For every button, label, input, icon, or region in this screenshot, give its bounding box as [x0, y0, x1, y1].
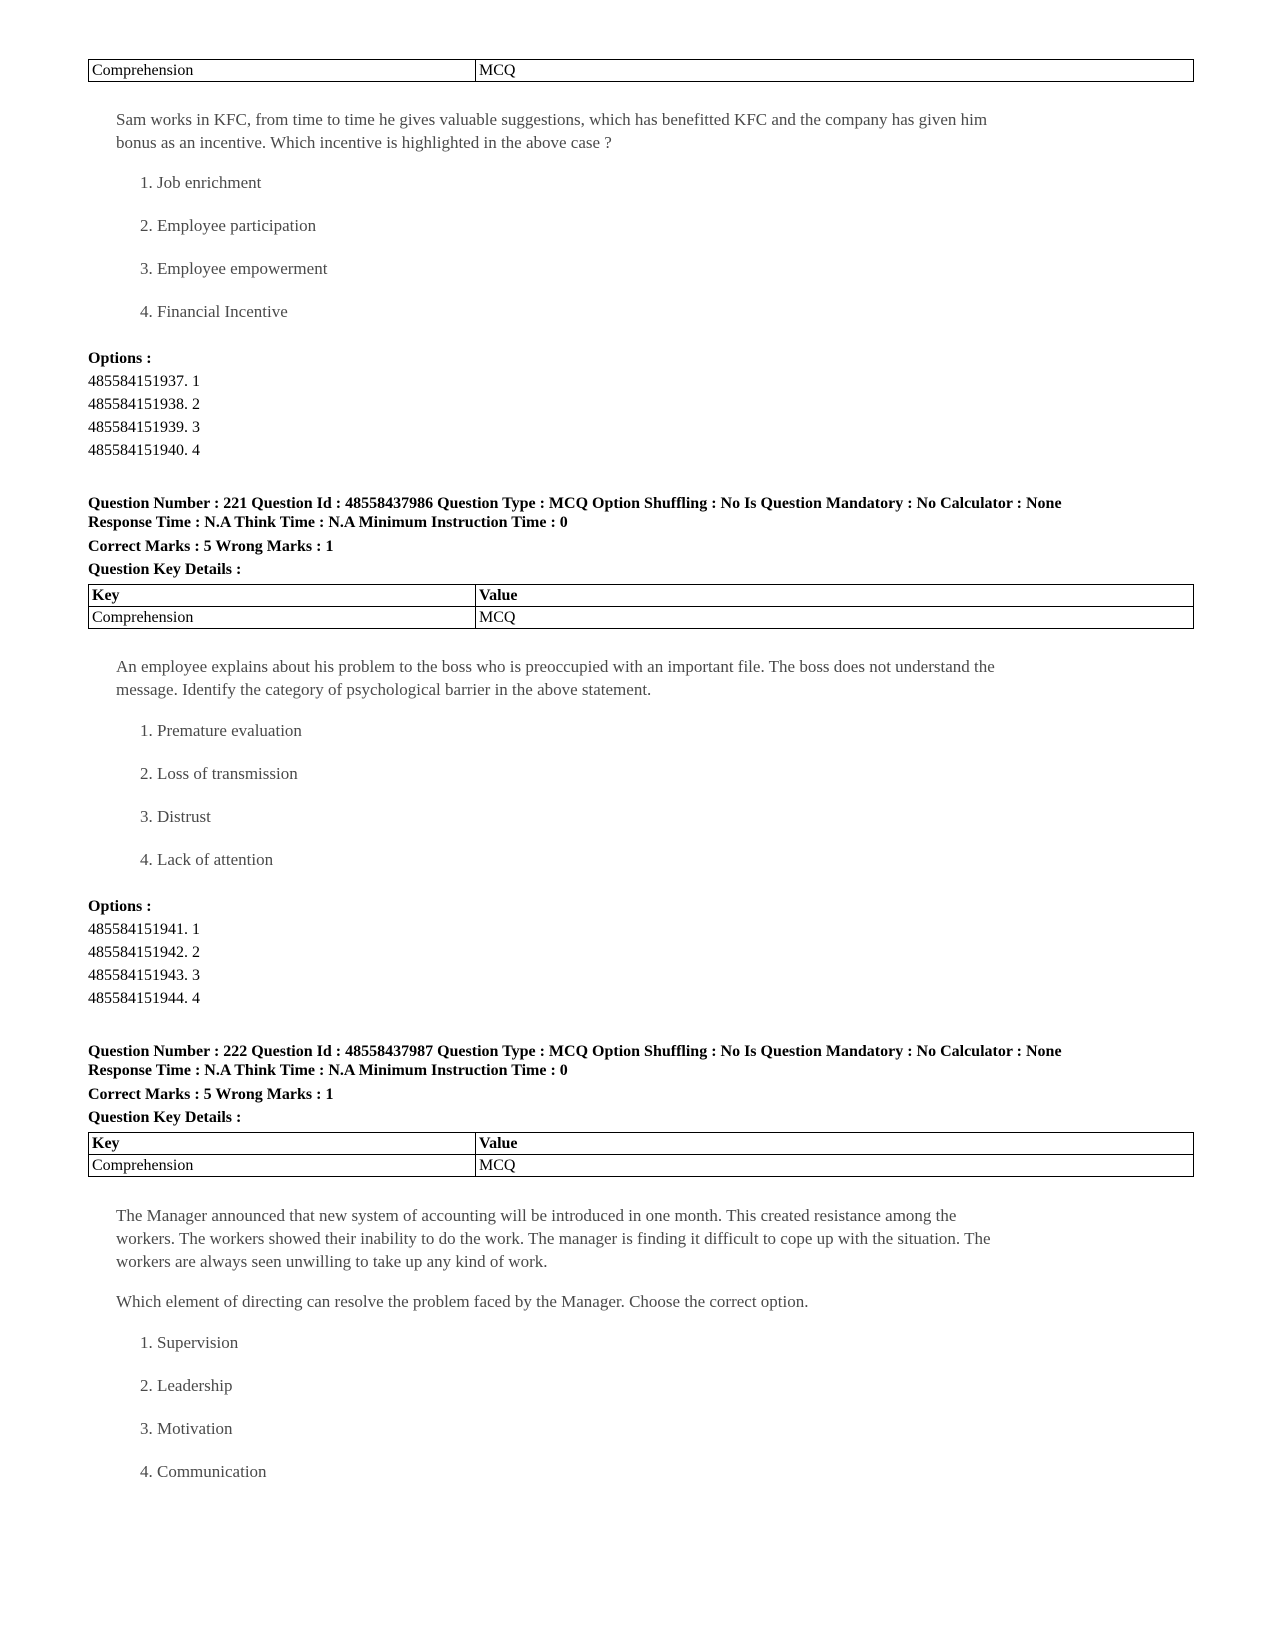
choice-q220-3: 3. Employee empowerment	[140, 259, 328, 278]
option-id-q220-2: 485584151938. 2	[88, 396, 200, 413]
choice-q220-1: 1. Job enrichment	[140, 173, 262, 192]
value-cell: MCQ	[476, 607, 1194, 629]
choice-q222-3: 3. Motivation	[140, 1419, 233, 1438]
marks-q222: Correct Marks : 5 Wrong Marks : 1	[88, 1086, 334, 1103]
value-cell: MCQ	[476, 60, 1194, 82]
option-id-q220-4: 485584151940. 4	[88, 442, 200, 459]
choice-q221-3: 3. Distrust	[140, 807, 211, 826]
table-row	[89, 1155, 1194, 1177]
choice-q220-4: 4. Financial Incentive	[140, 302, 288, 321]
key-header: Key	[89, 1133, 476, 1155]
options-label-q221: Options :	[88, 898, 152, 915]
option-id-q221-2: 485584151942. 2	[88, 944, 200, 961]
option-id-q221-3: 485584151943. 3	[88, 967, 200, 984]
question-meta-q221-line2: Response Time : N.A Think Time : N.A Minimum Instruction Time : 0	[88, 514, 568, 531]
choice-q222-1: 1. Supervision	[140, 1333, 239, 1352]
question-text-q220: Sam works in KFC, from time to time he gives valuable suggestions, which has benefitted KFC and the company has given him bonus as an incentive. Which incentive is highlighted in the above case ?	[116, 110, 988, 152]
key-table-q220	[88, 59, 1194, 82]
key-header: Key	[89, 585, 476, 607]
value-header: Value	[476, 1133, 1194, 1155]
options-label-q220: Options :	[88, 350, 152, 367]
choice-q221-1: 1. Premature evaluation	[140, 721, 302, 740]
key-details-label-q222: Question Key Details :	[88, 1109, 242, 1126]
option-id-q221-4: 485584151944. 4	[88, 990, 200, 1007]
choice-q220-2: 2. Employee participation	[140, 216, 317, 235]
question-text-q222: The Manager announced that new system of accounting will be introduced in one month. This created resistance among the workers. The workers showed their inability to do the work. The manager is finding it difficult to cope up with the situation. The workers are always seen unwilling to take up any kind of work.	[116, 1206, 991, 1271]
table-row	[89, 60, 1194, 82]
key-table-q222	[88, 1132, 1194, 1177]
question-meta-q221-line1: Question Number : 221 Question Id : 48558437986 Question Type : MCQ Option Shuffling : No Is Question Mandatory : No Calculator : None	[88, 495, 1062, 512]
choice-q221-2: 2. Loss of transmission	[140, 764, 298, 783]
question-meta-q222-line2: Response Time : N.A Think Time : N.A Minimum Instruction Time : 0	[88, 1062, 568, 1079]
question-text-q221: An employee explains about his problem to the boss who is preoccupied with an important file. The boss does not understand the message. Identify the category of psychological barrier in the above statement.	[116, 657, 995, 699]
option-id-q220-3: 485584151939. 3	[88, 419, 200, 436]
table-header-row	[89, 1133, 1194, 1155]
choice-q222-2: 2. Leadership	[140, 1376, 233, 1395]
marks-q221: Correct Marks : 5 Wrong Marks : 1	[88, 538, 334, 555]
key-details-label-q221: Question Key Details :	[88, 561, 242, 578]
option-id-q220-1: 485584151937. 1	[88, 373, 200, 390]
key-cell: Comprehension	[89, 607, 476, 629]
question-meta-q222-line1: Question Number : 222 Question Id : 48558437987 Question Type : MCQ Option Shuffling : No Is Question Mandatory : No Calculator : None	[88, 1043, 1062, 1060]
value-header: Value	[476, 585, 1194, 607]
choice-q221-4: 4. Lack of attention	[140, 850, 274, 869]
table-row	[89, 607, 1194, 629]
table-header-row	[89, 585, 1194, 607]
question-prompt-q222: Which element of directing can resolve the problem faced by the Manager. Choose the correct option.	[116, 1292, 809, 1311]
key-cell: Comprehension	[89, 1155, 476, 1177]
option-id-q221-1: 485584151941. 1	[88, 921, 200, 938]
value-cell: MCQ	[476, 1155, 1194, 1177]
key-table-q221	[88, 584, 1194, 629]
key-cell: Comprehension	[89, 60, 476, 82]
choice-q222-4: 4. Communication	[140, 1462, 267, 1481]
